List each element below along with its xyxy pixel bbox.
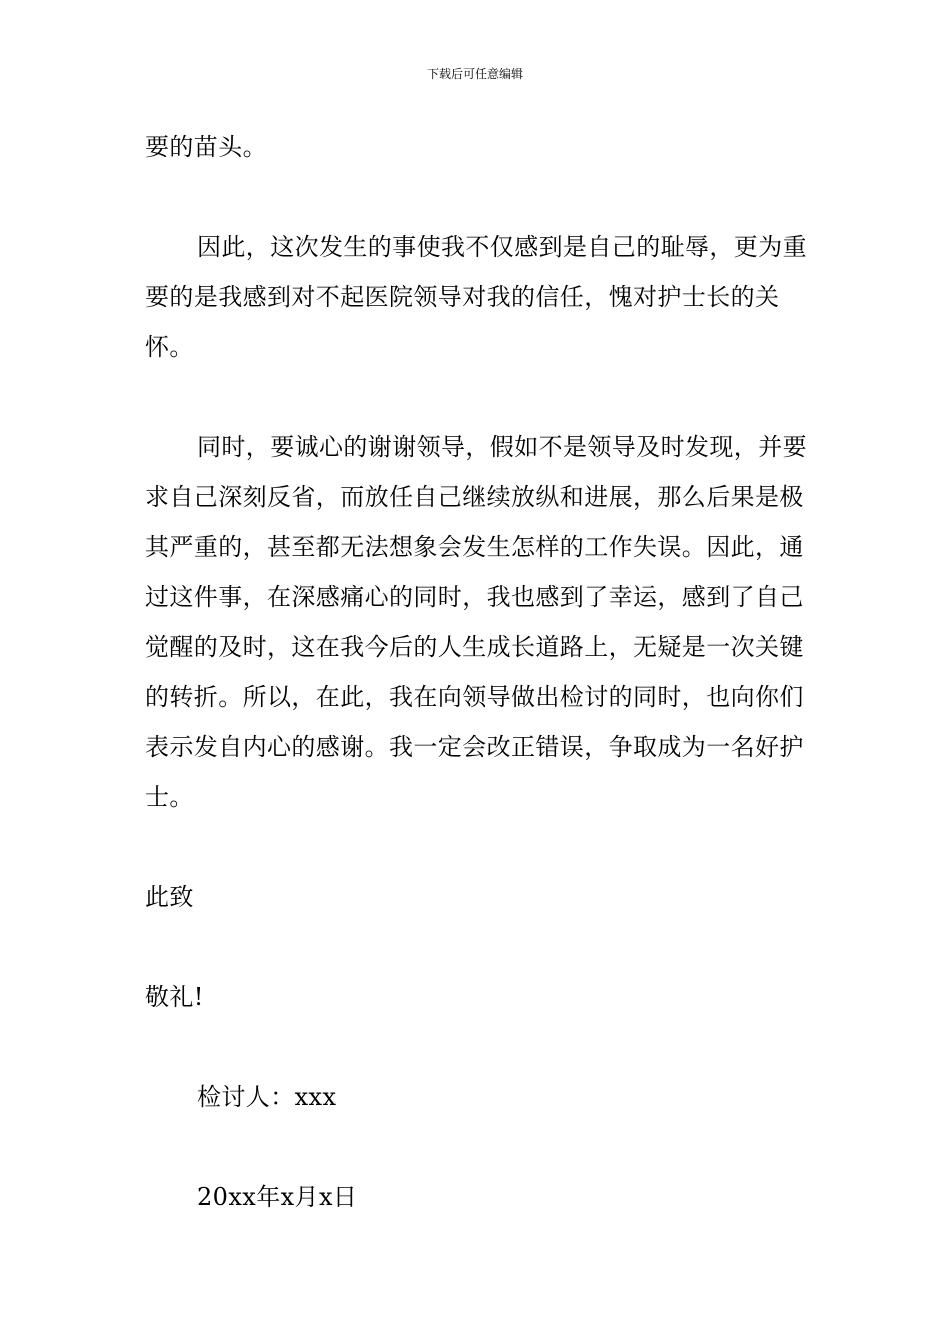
document-body bbox=[145, 122, 810, 1222]
paragraph-spacer bbox=[145, 1022, 810, 1072]
page-header-note: 下载后可任意编辑 bbox=[426, 67, 523, 81]
date-line: 20xx年x月x日 bbox=[197, 1183, 358, 1211]
paragraph-spacer bbox=[145, 172, 810, 222]
signer-line: 检讨人：xxx bbox=[197, 1083, 337, 1111]
paragraph-shame: 因此，这次发生的事使我不仅感到是自己的耻辱，更为重要的是我感到对不起医院领导对我的信任，愧对护士长的关怀。 bbox=[145, 233, 807, 361]
paragraph-continuation: 要的苗头。 bbox=[145, 133, 267, 161]
closing-salutation: 此致 bbox=[145, 883, 194, 911]
paragraph-spacer bbox=[145, 922, 810, 972]
closing-regards: 敬礼! bbox=[145, 983, 204, 1011]
paragraph-thanks: 同时，要诚心的谢谢领导，假如不是领导及时发现，并要求自己深刻反省，而放任自己继续放纵和进展，那么后果是极其严重的，甚至都无法想象会发生怎样的工作失误。因此，通过这件事，在深感痛心的同时，我也感到了幸运，感到了自己觉醒的及时，这在我今后的人生成长道路上，无疑是一次关键的转折。所以，在此，我在向领导做出检讨的同时，也向你们表示发自内心的感谢。我一定会改正错误，争取成为一名好护士。 bbox=[145, 433, 807, 811]
paragraph-spacer bbox=[145, 1122, 810, 1172]
paragraph-spacer bbox=[145, 822, 810, 872]
paragraph-spacer bbox=[145, 372, 810, 422]
